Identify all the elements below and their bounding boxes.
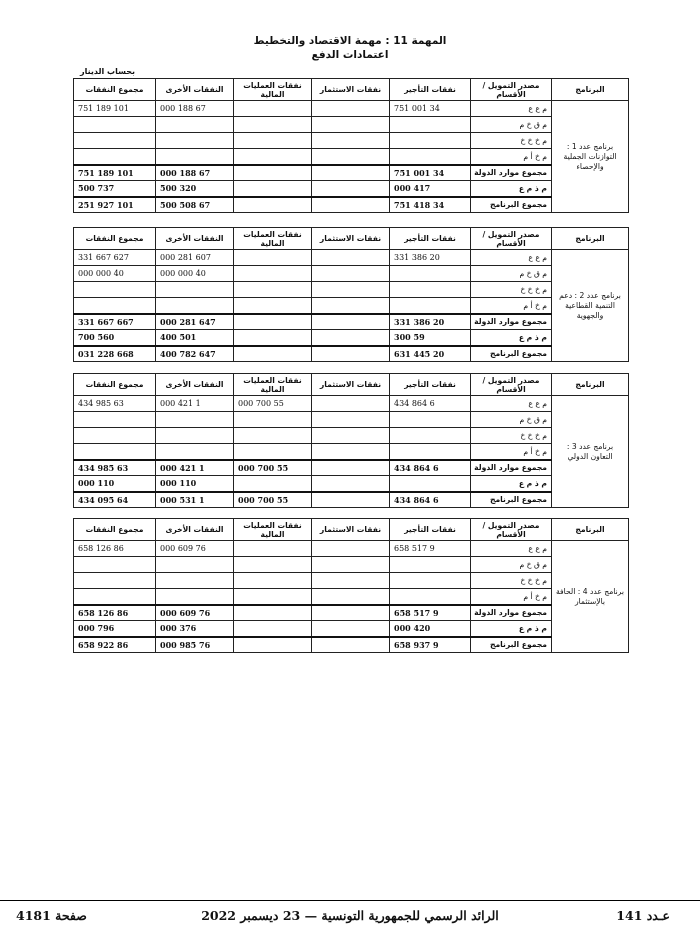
financial-value-cell [234,117,312,133]
program-table-4 [73,518,629,653]
investment-value-cell [312,589,390,605]
total-value-cell: 86 126 658 [74,605,156,621]
table-row [74,492,629,508]
program-name-cell: برنامج عدد 3 : التعاون الدولي [552,396,629,508]
column-header-financial: نفقات العمليات المالية [234,79,312,101]
investment-value-cell [312,266,390,282]
column-header-total: مجموع النفقات [74,519,156,541]
total-value-cell [74,573,156,589]
source-label-cell: م خ خ خ [471,573,552,589]
investment-value-cell [312,117,390,133]
investment-value-cell [312,149,390,165]
column-header-source: مصدر التمويل / الأقسام [471,374,552,396]
other-value-cell [156,298,234,314]
table-row [74,605,629,621]
financial-value-cell [234,412,312,428]
table-row [74,197,629,213]
investment-value-cell [312,298,390,314]
table-row [74,476,629,492]
table-row [74,573,629,589]
salaries-value-cell: 9 517 658 [390,541,471,557]
salaries-value-cell: 59 300 [390,330,471,346]
other-value-cell [156,412,234,428]
total-value-cell [74,282,156,298]
source-label-cell: م خ خ خ [471,282,552,298]
total-value-cell: 560 700 [74,330,156,346]
table-row [74,541,629,557]
column-header-program: البرنامج [552,228,629,250]
salaries-value-cell [390,149,471,165]
financial-value-cell [234,621,312,637]
investment-value-cell [312,282,390,298]
column-header-salaries: نفقات التأجير [390,228,471,250]
salaries-value-cell [390,133,471,149]
financial-value-cell [234,589,312,605]
salaries-value-cell [390,476,471,492]
table-row [74,444,629,460]
investment-value-cell [312,250,390,266]
table-row [74,298,629,314]
source-label-cell: م ذ م ع [471,621,552,637]
other-value-cell: 320 500 [156,181,234,197]
program-table-2 [73,227,629,362]
table-header-row [74,374,629,396]
column-header-other: النفقات الأخرى [156,228,234,250]
column-header-program: البرنامج [552,374,629,396]
column-header-program: البرنامج [552,79,629,101]
source-label-cell: م ع ع [471,396,552,412]
table-row [74,282,629,298]
financial-value-cell: 55 700 000 [234,396,312,412]
source-label-cell: مجموع البرنامج [471,492,552,508]
column-header-investment: نفقات الاستثمار [312,79,390,101]
investment-value-cell [312,428,390,444]
salaries-value-cell: 6 864 434 [390,492,471,508]
salaries-value-cell: 420 000 [390,621,471,637]
investment-value-cell [312,181,390,197]
column-header-other: النفقات الأخرى [156,374,234,396]
salaries-value-cell [390,573,471,589]
source-label-cell: م ع ع [471,541,552,557]
other-value-cell [156,149,234,165]
column-header-financial: نفقات العمليات المالية [234,519,312,541]
financial-value-cell: 55 700 000 [234,492,312,508]
column-header-program: البرنامج [552,519,629,541]
table-row [74,428,629,444]
other-value-cell: 110 000 [156,476,234,492]
investment-value-cell [312,541,390,557]
financial-value-cell: 55 700 000 [234,460,312,476]
program-name-cell: برنامج عدد 2 : دعم التنمية القطاعية والجهوية [552,250,629,362]
column-header-other: النفقات الأخرى [156,79,234,101]
financial-value-cell [234,541,312,557]
other-value-cell [156,557,234,573]
total-value-cell: 796 000 [74,621,156,637]
table-row [74,330,629,346]
table-row [74,266,629,282]
financial-value-cell [234,346,312,362]
other-value-cell: 67 188 000 [156,165,234,181]
total-value-cell [74,557,156,573]
investment-value-cell [312,346,390,362]
other-value-cell [156,428,234,444]
source-label-cell: م خ أ م [471,298,552,314]
salaries-value-cell [390,298,471,314]
column-header-source: مصدر التمويل / الأقسام [471,519,552,541]
other-value-cell: 1 531 000 [156,492,234,508]
table-row [74,181,629,197]
source-label-cell: م ذ م ع [471,330,552,346]
financial-value-cell [234,314,312,330]
investment-value-cell [312,165,390,181]
total-value-cell [74,444,156,460]
salaries-value-cell: 34 418 751 [390,197,471,213]
column-header-salaries: نفقات التأجير [390,519,471,541]
table-row [74,460,629,476]
table-row [74,637,629,653]
financial-value-cell [234,165,312,181]
total-value-cell: 86 126 658 [74,541,156,557]
financial-value-cell [234,133,312,149]
other-value-cell: 76 609 000 [156,541,234,557]
salaries-value-cell: 6 864 434 [390,460,471,476]
investment-value-cell [312,101,390,117]
table-row [74,133,629,149]
source-label-cell: م ع ع [471,101,552,117]
table-row [74,101,629,117]
investment-value-cell [312,621,390,637]
total-value-cell: 101 189 751 [74,165,156,181]
total-value-cell: 668 228 031 [74,346,156,362]
program-name-cell: برنامج عدد 1 : التوازنات الجملية والإحصاء [552,101,629,213]
salaries-value-cell: 20 445 631 [390,346,471,362]
total-value-cell: 64 095 434 [74,492,156,508]
column-header-investment: نفقات الاستثمار [312,519,390,541]
column-header-salaries: نفقات التأجير [390,79,471,101]
column-header-salaries: نفقات التأجير [390,374,471,396]
source-label-cell: مجموع موارد الدولة [471,165,552,181]
other-value-cell: 501 400 [156,330,234,346]
column-header-total: مجموع النفقات [74,374,156,396]
financial-value-cell [234,637,312,653]
other-value-cell [156,133,234,149]
program-name-cell: برنامج عدد 4 : الحافة بالإستثمار [552,541,629,653]
program-table-3 [73,373,629,508]
source-label-cell: م ذ م ع [471,476,552,492]
investment-value-cell [312,492,390,508]
salaries-value-cell: 6 864 434 [390,396,471,412]
salaries-value-cell [390,282,471,298]
source-label-cell: مجموع موارد الدولة [471,314,552,330]
table-row [74,346,629,362]
other-value-cell: 76 609 000 [156,605,234,621]
total-value-cell: 737 500 [74,181,156,197]
total-value-cell [74,133,156,149]
investment-value-cell [312,133,390,149]
salaries-value-cell [390,412,471,428]
financial-value-cell [234,330,312,346]
column-header-total: مجموع النفقات [74,228,156,250]
investment-value-cell [312,330,390,346]
issue-number: عـدد 141 [616,908,670,923]
investment-value-cell [312,605,390,621]
financial-value-cell [234,298,312,314]
investment-value-cell [312,314,390,330]
column-header-other: النفقات الأخرى [156,519,234,541]
source-label-cell: مجموع البرنامج [471,637,552,653]
other-value-cell [156,282,234,298]
column-header-financial: نفقات العمليات المالية [234,228,312,250]
investment-value-cell [312,197,390,213]
source-label-cell: م ق خ م [471,117,552,133]
financial-value-cell [234,444,312,460]
other-value-cell [156,444,234,460]
other-value-cell: 67 188 000 [156,101,234,117]
investment-value-cell [312,557,390,573]
total-value-cell: 101 189 751 [74,101,156,117]
mission-title: المهمة 11 : مهمة الاقتصاد والتخطيط [253,35,447,47]
table-header-row [74,519,629,541]
source-label-cell: مجموع البرنامج [471,346,552,362]
total-value-cell [74,149,156,165]
table-row [74,589,629,605]
source-label-cell: م ق خ م [471,412,552,428]
salaries-value-cell: 20 386 331 [390,250,471,266]
other-value-cell: 67 508 500 [156,197,234,213]
section-subtitle: اعتمادات الدفع [311,49,389,61]
financial-value-cell [234,573,312,589]
source-label-cell: م خ أ م [471,444,552,460]
source-label-cell: م ع ع [471,250,552,266]
source-label-cell: م خ خ خ [471,428,552,444]
financial-value-cell [234,250,312,266]
table-row [74,149,629,165]
total-value-cell [74,412,156,428]
salaries-value-cell: 34 001 751 [390,165,471,181]
total-value-cell [74,428,156,444]
program-table-1 [73,78,629,213]
page-number: صفحة 4181 [16,908,87,923]
column-header-investment: نفقات الاستثمار [312,374,390,396]
other-value-cell: 607 281 000 [156,250,234,266]
other-value-cell: 1 421 000 [156,396,234,412]
other-value-cell [156,117,234,133]
other-value-cell: 376 000 [156,621,234,637]
table-row [74,412,629,428]
financial-value-cell [234,605,312,621]
total-value-cell: 63 985 434 [74,396,156,412]
source-label-cell: م خ أ م [471,589,552,605]
document-header [0,34,700,62]
source-label-cell: م خ خ خ [471,133,552,149]
total-value-cell: 110 000 [74,476,156,492]
other-value-cell: 647 782 400 [156,346,234,362]
source-label-cell: م ق خ م [471,557,552,573]
investment-value-cell [312,460,390,476]
table-header-row [74,228,629,250]
salaries-value-cell [390,444,471,460]
table-row [74,165,629,181]
total-value-cell: 667 667 331 [74,314,156,330]
table-row [74,314,629,330]
source-label-cell: م خ أ م [471,149,552,165]
other-value-cell [156,589,234,605]
total-value-cell [74,589,156,605]
investment-value-cell [312,444,390,460]
source-label-cell: مجموع موارد الدولة [471,460,552,476]
salaries-value-cell [390,557,471,573]
other-value-cell: 76 985 000 [156,637,234,653]
investment-value-cell [312,396,390,412]
total-value-cell: 40 000 000 [74,266,156,282]
other-value-cell: 647 281 000 [156,314,234,330]
table-row [74,396,629,412]
financial-value-cell [234,197,312,213]
other-value-cell: 40 000 000 [156,266,234,282]
currency-unit-label: بحساب الدينار [80,67,135,76]
salaries-value-cell [390,428,471,444]
total-value-cell [74,298,156,314]
table-row [74,621,629,637]
total-value-cell: 101 927 251 [74,197,156,213]
salaries-value-cell [390,266,471,282]
total-value-cell: 627 667 331 [74,250,156,266]
salaries-value-cell [390,589,471,605]
salaries-value-cell: 9 937 658 [390,637,471,653]
financial-value-cell [234,282,312,298]
salaries-value-cell: 34 001 751 [390,101,471,117]
journal-title: الرائد الرسمي للجمهورية التونسية — 23 ديسمبر 2022 [201,908,499,923]
investment-value-cell [312,476,390,492]
investment-value-cell [312,412,390,428]
column-header-source: مصدر التمويل / الأقسام [471,228,552,250]
source-label-cell: م ذ م ع [471,181,552,197]
financial-value-cell [234,428,312,444]
table-header-row [74,79,629,101]
other-value-cell [156,573,234,589]
investment-value-cell [312,573,390,589]
source-label-cell: مجموع موارد الدولة [471,605,552,621]
footer-divider [0,900,700,901]
source-label-cell: م ق خ م [471,266,552,282]
financial-value-cell [234,266,312,282]
investment-value-cell [312,637,390,653]
column-header-investment: نفقات الاستثمار [312,228,390,250]
salaries-value-cell: 20 386 331 [390,314,471,330]
column-header-total: مجموع النفقات [74,79,156,101]
financial-value-cell [234,557,312,573]
table-row [74,250,629,266]
column-header-financial: نفقات العمليات المالية [234,374,312,396]
salaries-value-cell: 417 000 [390,181,471,197]
total-value-cell: 63 985 434 [74,460,156,476]
total-value-cell: 86 922 658 [74,637,156,653]
salaries-value-cell: 9 517 658 [390,605,471,621]
total-value-cell [74,117,156,133]
salaries-value-cell [390,117,471,133]
financial-value-cell [234,149,312,165]
column-header-source: مصدر التمويل / الأقسام [471,79,552,101]
table-row [74,557,629,573]
other-value-cell: 1 421 000 [156,460,234,476]
financial-value-cell [234,476,312,492]
table-row [74,117,629,133]
financial-value-cell [234,101,312,117]
source-label-cell: مجموع البرنامج [471,197,552,213]
financial-value-cell [234,181,312,197]
